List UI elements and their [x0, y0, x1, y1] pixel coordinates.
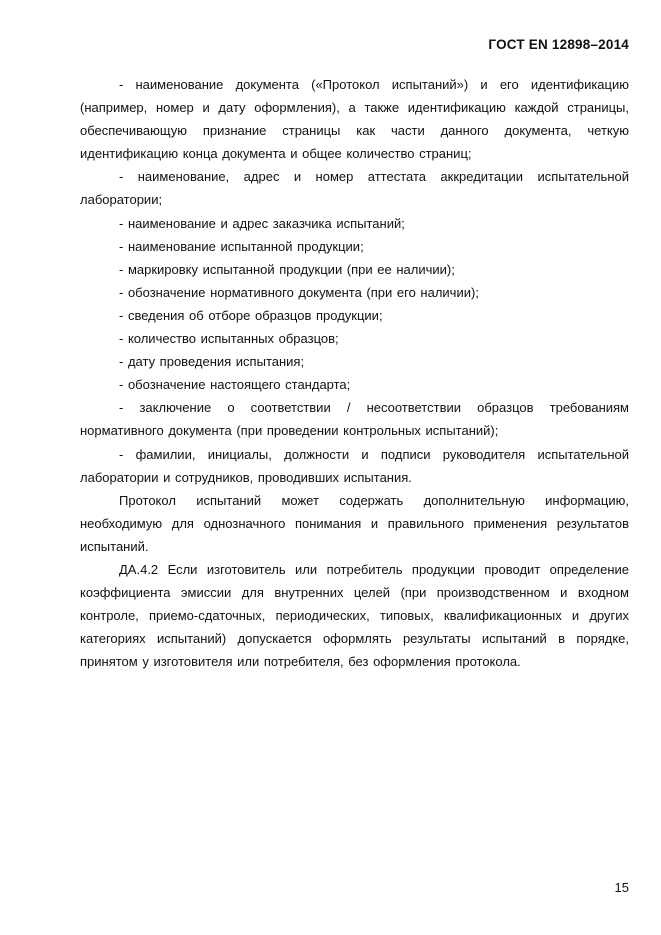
- list-item-test-date: - дату проведения испытания;: [119, 354, 305, 370]
- document-body: [80, 73, 629, 673]
- page-number: 15: [614, 880, 629, 895]
- list-item-customer: - наименование и адрес заказчика испытаний;: [119, 215, 405, 231]
- paragraph-da-4-2: ДА.4.2 Если изготовитель или потребитель продукции проводит определение коэффициента эмиссии для внутренних целей (при производственном и входном контроле, приемо-сдаточных, периодических, типовых, квалификационных и других категориях испытаний) допускается оформлять результаты испытаний в порядке, принятом у изготовителя или потребителя, без оформления протокола.: [80, 561, 629, 670]
- list-item-standard-designation: - обозначение настоящего стандарта;: [119, 377, 351, 393]
- list-item-conclusion: - заключение о соответствии / несоответствии образцов требованиям нормативного документа (при проведении контрольных испытаний);: [80, 400, 629, 439]
- paragraph-additional-info: Протокол испытаний может содержать дополнительную информацию, необходимую для однозначного понимания и правильного применения результатов испытаний.: [80, 492, 629, 554]
- list-item-sample-count: - количество испытанных образцов;: [119, 331, 339, 347]
- list-item-signatures: - фамилии, инициалы, должности и подписи руководителя испытательной лаборатории и сотрудников, проводивших испытания.: [80, 446, 629, 485]
- list-item-product-marking: - маркировку испытанной продукции (при ее наличии);: [119, 261, 455, 277]
- list-item-laboratory: - наименование, адрес и номер аттестата аккредитации испытательной лаборатории;: [80, 169, 629, 208]
- list-item-document-title: - наименование документа («Протокол испытаний») и его идентификацию (например, номер и дату оформления), а также идентификацию каждой страницы, обеспечивающую признание страницы как части данного документа, четкую идентификацию конца документа и общее количество страниц;: [80, 77, 629, 162]
- list-item-product-name: - наименование испытанной продукции;: [119, 238, 364, 254]
- list-item-sampling: - сведения об отборе образцов продукции;: [119, 307, 383, 323]
- document-header: ГОСТ EN 12898–2014: [488, 37, 629, 52]
- list-item-normative-document: - обозначение нормативного документа (при его наличии);: [119, 284, 479, 300]
